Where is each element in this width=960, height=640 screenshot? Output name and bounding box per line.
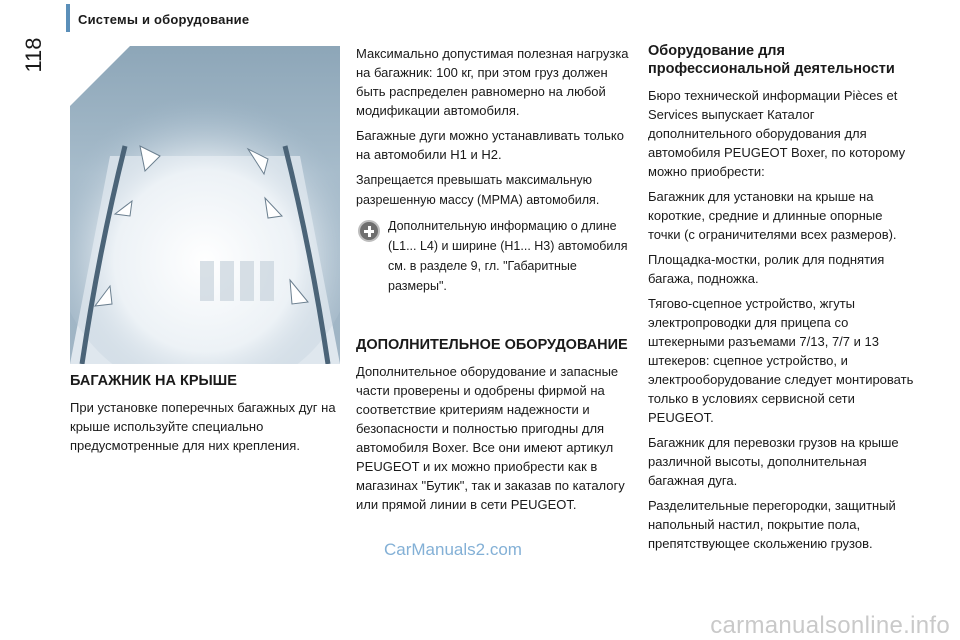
watermark-carmanuals2: CarManuals2.com: [384, 540, 522, 559]
dimensions-note: [356, 216, 632, 296]
section-title: Системы и оборудование: [78, 12, 250, 27]
bars-models-paragraph: Багажные дуги можно устанавливать только на автомобили H1 и H2.: [356, 128, 624, 162]
header-accent-bar: [66, 4, 70, 32]
roof-rack-photo: [70, 46, 340, 364]
roof-rack-points-paragraph: Багажник для установки на крыше на короткие, средние и длинные опорные точки (с ограничителями всех размеров).: [648, 189, 897, 242]
dimensions-note-text: Дополнительную информацию о длине (L1... L4) и ширине (H1... H3) автомобиля см. в разделе 9, гл. "Габаритные размеры".: [388, 219, 628, 293]
plus-circle-icon: [358, 220, 380, 242]
extra-equipment-heading: ДОПОЛНИТЕЛЬНОЕ ОБОРУДОВАНИЕ: [356, 337, 628, 353]
partitions-paragraph: Разделительные перегородки, защитный напольный настил, покрытие пола, препятствующее скольжению грузов.: [648, 498, 896, 551]
column-middle: [356, 44, 632, 520]
weight-warning: Запрещается превышать максимальную разрешенную массу (МРМА) автомобиля.: [356, 173, 600, 207]
towbar-paragraph: Тягово-сцепное устройство, жгуты электропроводки для прицепа со штекерными разъемами 7/13, 7/7 и 13 штекеров: сцепное устройство, и электрооборудование следует монтировать только в условиях сервисной сети PEUGEOT.: [648, 296, 914, 425]
platform-paragraph: Площадка-мостки, ролик для поднятия багажа, подножка.: [648, 252, 885, 286]
column-right: [648, 42, 918, 559]
cargo-rack-paragraph: Багажник для перевозки грузов на крыше различной высоты, дополнительная багажная дуга.: [648, 435, 899, 488]
column-left: [70, 372, 350, 461]
catalog-paragraph: Бюро технической информации Pièces et Services выпускает Каталог дополнительного оборудования для автомобиля PEUGEOT Boxer, по которому можно приобрести:: [648, 88, 906, 179]
page-number: 118: [21, 37, 46, 73]
roof-rack-heading: БАГАЖНИК НА КРЫШЕ: [70, 373, 237, 389]
roof-illustration: [70, 46, 340, 364]
pro-equipment-heading: Оборудование для профессиональной деятельности: [648, 43, 895, 77]
roof-rack-paragraph: При установке поперечных багажных дуг на крыше используйте специально предусмотренные для них крепления.: [70, 400, 336, 453]
load-limit-paragraph: Максимально допустимая полезная нагрузка на багажник: 100 кг, при этом груз должен быть распределен равномерно на любой модификации автомобиля.: [356, 46, 629, 118]
watermark-carmanualsonline: carmanualsonline.info: [710, 612, 950, 639]
extra-equipment-paragraph: Дополнительное оборудование и запасные части проверены и одобрены фирмой на соответствие критериям надежности и безопасности и полностью пригодны для автомобиля Boxer. Все они имеют артикул PEUGEOT и их можно приобрести как в магазинах "Бутик", так и заказав по каталогу или прямой линии в сети PEUGEOT.: [356, 364, 625, 512]
